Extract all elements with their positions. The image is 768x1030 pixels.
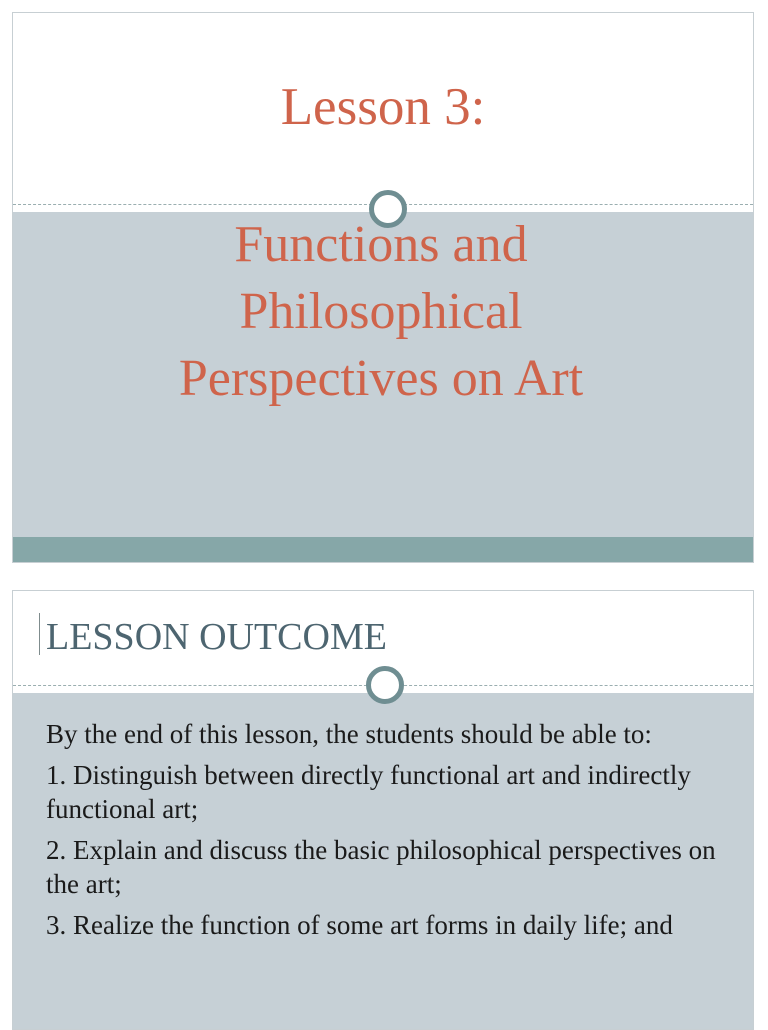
slide-heading: LESSON OUTCOME xyxy=(46,616,387,658)
list-item: 2. Explain and discuss the basic philosophical perspectives on the art; xyxy=(46,835,716,899)
subtitle-line: Functions and xyxy=(234,216,528,273)
outcome-list xyxy=(46,717,736,949)
subtitle-line: Perspectives on Art xyxy=(178,350,584,407)
list-item: 3. Realize the function of some art forms in daily life; and xyxy=(46,910,673,940)
lesson-title: Lesson 3: xyxy=(280,78,486,136)
list-item: 1. Distinguish between directly functional art and indirectly functional art; xyxy=(46,760,691,824)
slide-footer-band xyxy=(13,537,753,563)
lesson-subtitle xyxy=(101,211,661,412)
circle-ornament-icon xyxy=(366,666,404,704)
title-slide xyxy=(12,12,754,563)
subtitle-line: Philosophical xyxy=(239,283,523,340)
list-item: By the end of this lesson, the students should be able to: xyxy=(46,719,652,749)
outcome-slide xyxy=(12,590,754,1030)
title-marker-line xyxy=(39,613,40,655)
